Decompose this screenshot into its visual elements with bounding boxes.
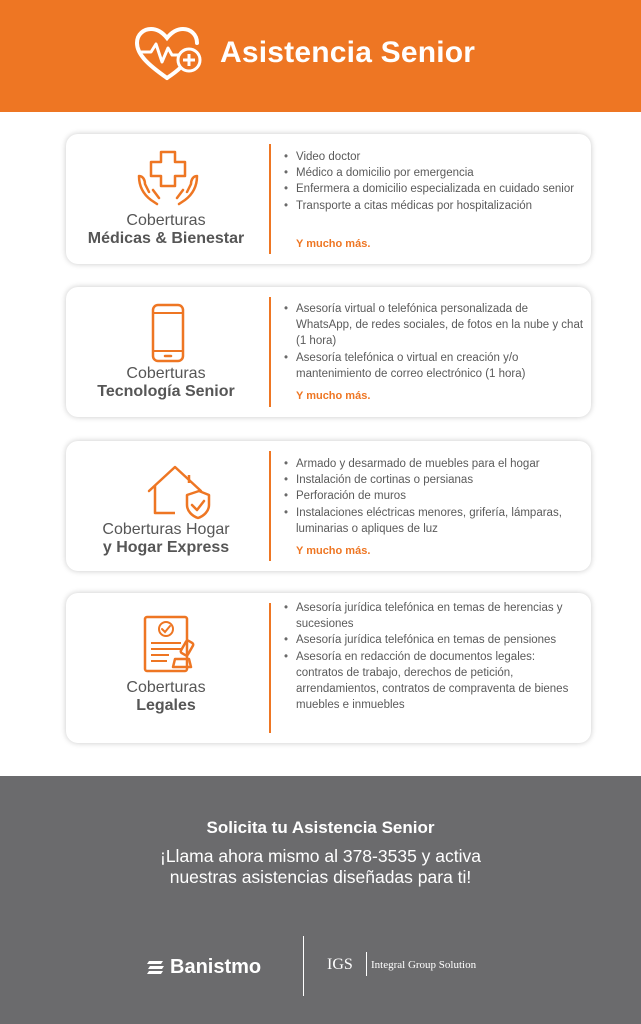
- more-label: Y mucho más.: [296, 545, 371, 557]
- list-item: • Instalaciones eléctricas menores, grifería, lámparas, luminarias o apliques de luz: [284, 505, 584, 537]
- card-heading-line2: Tecnología Senior: [97, 383, 235, 400]
- card-heading-line2: y Hogar Express: [102, 539, 230, 556]
- card-heading-line1: Coberturas: [126, 212, 206, 229]
- coverage-card-home: [66, 441, 591, 571]
- list-item: • Video doctor: [284, 149, 584, 165]
- list-item: • Asesoría telefónica o virtual en creación y/o mantenimiento de correo electrónico (1 hora): [284, 350, 584, 382]
- more-label: Y mucho más.: [296, 390, 371, 402]
- coverage-card-legal: [66, 593, 591, 743]
- divider: [269, 451, 271, 561]
- list-item: • Médico a domicilio por emergencia: [284, 165, 584, 181]
- card-heading-line2: Legales: [136, 697, 196, 714]
- card-heading: [66, 212, 266, 248]
- list-item: • Asesoría jurídica telefónica en temas de pensiones: [284, 632, 584, 648]
- card-heading-line1: Coberturas: [126, 679, 206, 696]
- cta-line1: ¡Llama ahora mismo al 378-3535 y activa: [160, 846, 481, 866]
- card-heading: [66, 679, 266, 715]
- footer: [0, 776, 641, 1024]
- card-heading: [66, 521, 266, 557]
- banistmo-logo-icon: [146, 958, 166, 976]
- list-item: • Perforación de muros: [284, 488, 584, 504]
- list-item: • Asesoría virtual o telefónica personalizada de WhatsApp, de redes sociales, de fotos en la nube y chat (1 hora): [284, 301, 584, 350]
- igs-name: Integral Group Solution: [371, 959, 477, 971]
- smartphone-icon: [133, 299, 203, 369]
- card-heading: [66, 365, 266, 401]
- card-heading-line1: Coberturas Hogar: [102, 521, 230, 538]
- cta-line2: nuestras asistencias diseñadas para ti!: [169, 867, 472, 887]
- list-item: • Asesoría en redacción de documentos legales: contratos de trabajo, derechos de petición, arrendamientos, contratos de compraventa de bienes muebles e inmuebles: [284, 649, 584, 714]
- banistmo-logo: Banistmo: [170, 956, 262, 978]
- list-item: • Asesoría jurídica telefónica en temas de herencias y sucesiones: [284, 600, 584, 632]
- igs-divider: [366, 952, 367, 976]
- legal-document-stamp-icon: [139, 611, 209, 681]
- coverage-list: [284, 456, 584, 537]
- list-item: • Enfermera a domicilio especializada en cuidado senior: [284, 181, 584, 197]
- card-heading-line2: Médicas & Bienestar: [87, 230, 245, 247]
- page-title: Asistencia Senior: [220, 36, 476, 69]
- coverage-list: [284, 600, 584, 713]
- divider: [269, 603, 271, 733]
- heart-pulse-plus-icon: [133, 26, 203, 86]
- coverage-list: [284, 149, 584, 214]
- list-item: • Instalación de cortinas o persianas: [284, 472, 584, 488]
- cta-title: Solicita tu Asistencia Senior: [206, 818, 435, 837]
- logo-divider: [303, 936, 304, 996]
- divider: [269, 144, 271, 254]
- list-item: • Armado y desarmado de muebles para el hogar: [284, 456, 584, 472]
- coverage-card-medical: [66, 134, 591, 264]
- list-item: • Transporte a citas médicas por hospitalización: [284, 198, 584, 214]
- cta-text: [0, 846, 641, 888]
- header-banner: [0, 0, 641, 112]
- card-heading-line1: Coberturas: [126, 365, 206, 382]
- divider: [269, 297, 271, 407]
- more-label: Y mucho más.: [296, 238, 371, 250]
- coverage-card-technology: [66, 287, 591, 417]
- igs-logo: IGS: [327, 956, 353, 973]
- hands-medical-cross-icon: [133, 146, 203, 216]
- coverage-list: [284, 301, 584, 382]
